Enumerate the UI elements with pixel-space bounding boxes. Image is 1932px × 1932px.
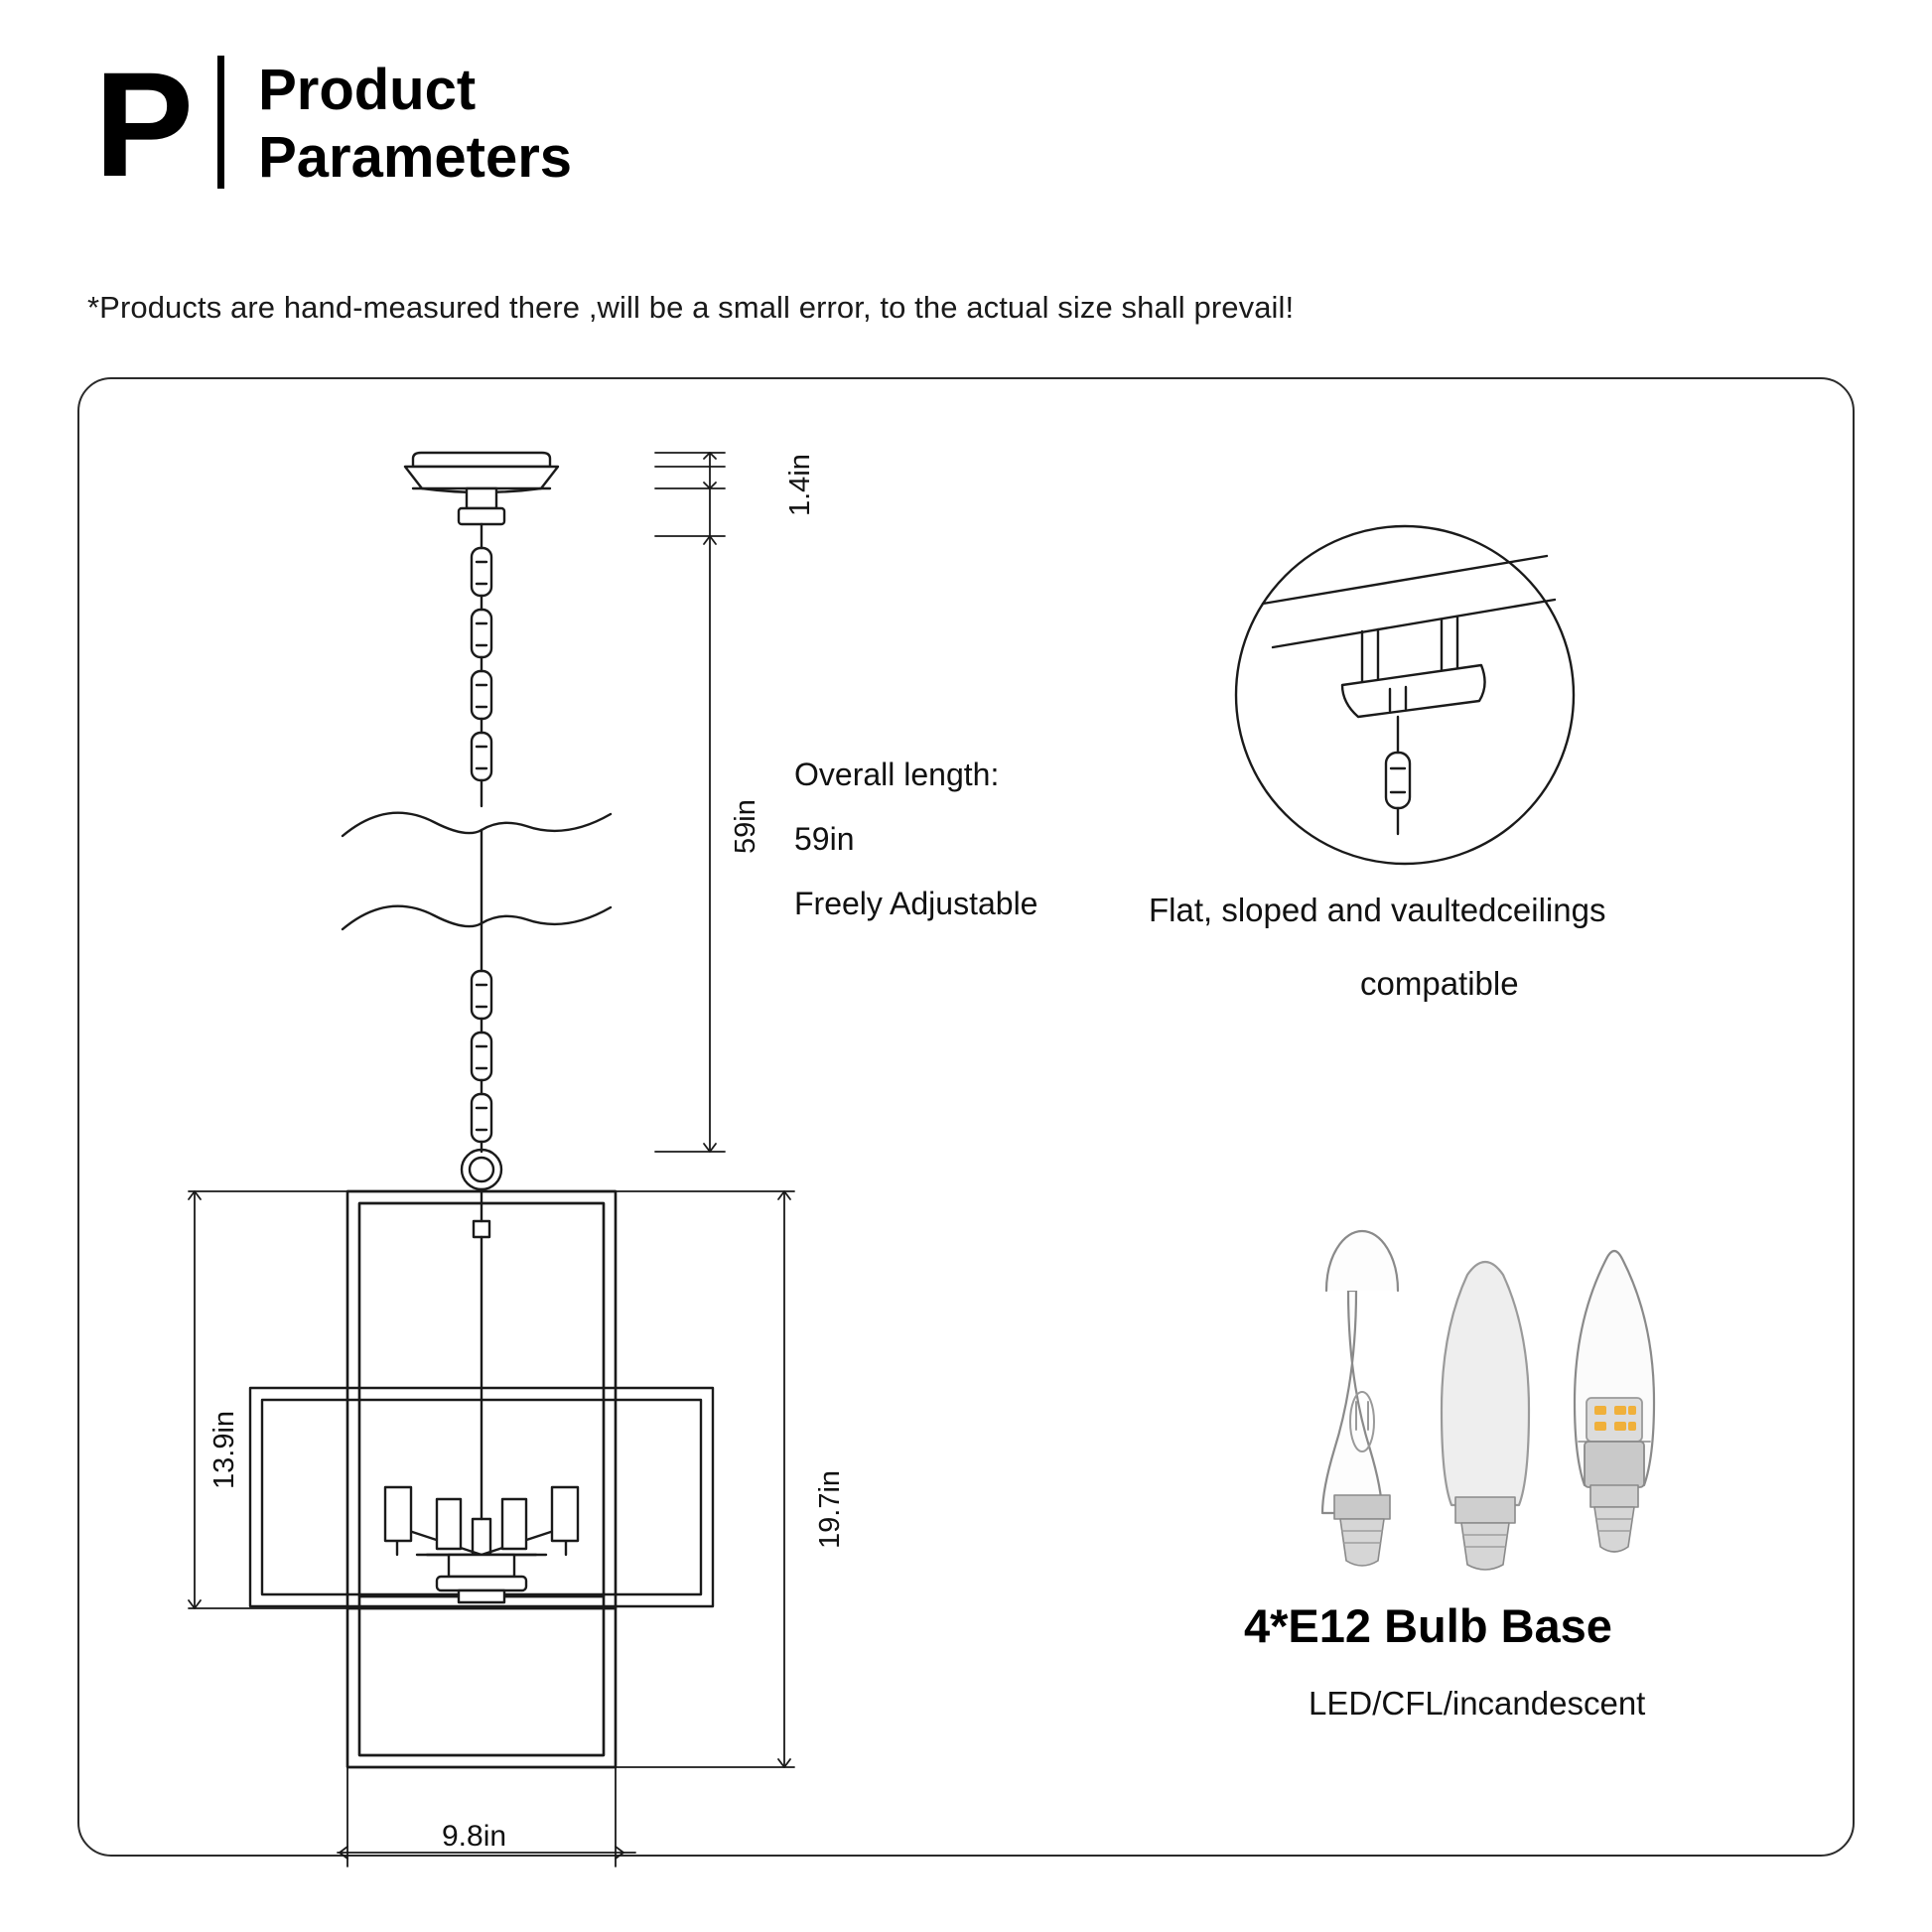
- bulb-base-subtitle: LED/CFL/incandescent: [1309, 1685, 1646, 1722]
- page-title-line1: Product: [258, 58, 477, 122]
- dimension-width: 9.8in: [442, 1820, 507, 1853]
- overall-length-value: 59in: [794, 821, 855, 857]
- page-title-line2: Parameters: [258, 125, 573, 190]
- page-title: [224, 50, 572, 199]
- dimension-frame-height: 13.9in: [208, 1410, 240, 1489]
- page-header: [94, 41, 573, 207]
- dimension-overall-drop: 59in: [730, 799, 761, 854]
- header-divider: [217, 56, 224, 189]
- dimension-canopy-height: 1.4in: [784, 454, 816, 516]
- overall-length-note: Freely Adjustable: [794, 886, 1038, 921]
- header-initial: P: [94, 41, 193, 207]
- bulb-base-title: 4*E12 Bulb Base: [1244, 1599, 1612, 1652]
- overall-length-label: Overall length:: [794, 757, 1000, 792]
- dimension-total-height: 19.7in: [814, 1469, 846, 1549]
- ceiling-compat-line2: compatible: [1360, 965, 1519, 1002]
- ceiling-compat-line1: Flat, sloped and vaultedceilings: [1149, 892, 1606, 928]
- measurement-disclaimer: *Products are hand-measured there ,will be a small error, to the actual size shall prevail!: [87, 290, 1295, 325]
